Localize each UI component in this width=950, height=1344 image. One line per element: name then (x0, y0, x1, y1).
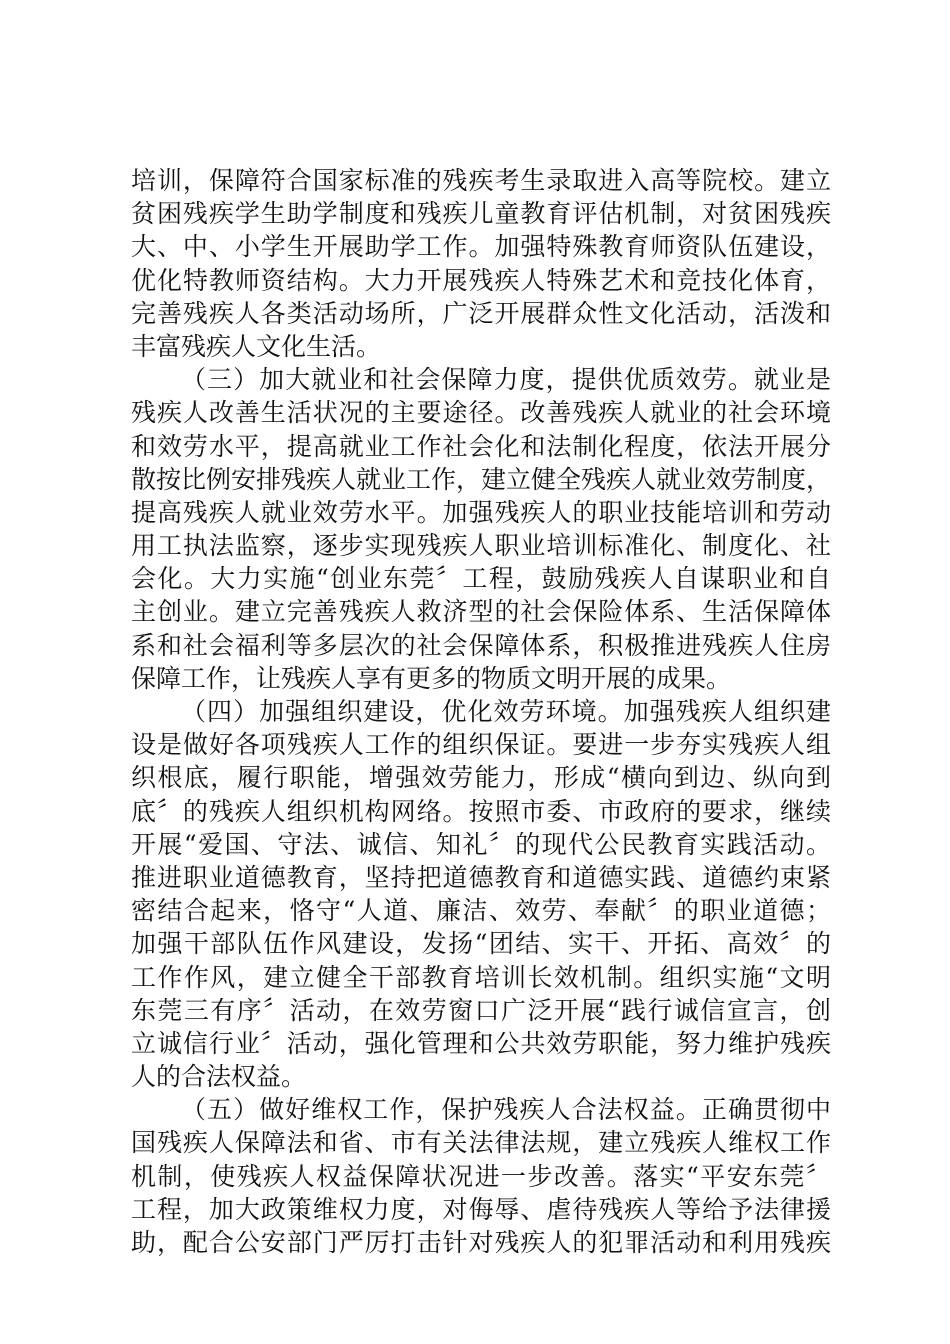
text-line: 国残疾人保障法和省、市有关法律法规，建立残疾人维权工作 (131, 1128, 831, 1158)
text-line: 完善残疾人各类活动场所，广泛开展群众性文化活动，活泼和 (131, 298, 831, 328)
text-line: 用工执法监察，逐步实现残疾人职业培训标准化、制度化、社 (131, 531, 831, 561)
text-line: 密结合起来，恪守“人道、廉洁、效劳、奉献〞的职业道德； (131, 896, 831, 926)
text-line: 东莞三有序〞活动，在效劳窗口广泛开展“践行诚信宣言，创 (131, 995, 831, 1025)
text-line: 织根底，履行职能，增强效劳能力，形成“横向到边、纵向到 (131, 763, 831, 793)
text-line: 贫困残疾学生助学制度和残疾儿童教育评估机制，对贫困残疾 (131, 199, 831, 229)
text-line: 保障工作，让残疾人享有更多的物质文明开展的成果。 (131, 663, 732, 693)
text-line: 机制，使残疾人权益保障状况进一步改善。落实“平安东莞〞 (131, 1161, 831, 1191)
text-line: 丰富残疾人文化生活。 (131, 331, 382, 361)
text-line: 会化。大力实施“创业东莞〞工程，鼓励残疾人自谋职业和自 (131, 564, 831, 594)
text-line: 主创业。建立完善残疾人救济型的社会保险体系、生活保障体 (131, 597, 831, 627)
text-line: 设是做好各项残疾人工作的组织保证。要进一步夯实残疾人组 (131, 730, 831, 760)
text-line: 系和社会福利等多层次的社会保障体系，积极推进残疾人住房 (131, 630, 831, 660)
text-line: 人的合法权益。 (131, 1062, 307, 1092)
text-line: 大、中、小学生开展助学工作。加强特殊教育师资队伍建设， (131, 232, 831, 262)
text-line: 优化特教师资结构。大力开展残疾人特殊艺术和竞技化体育， (131, 265, 831, 295)
section-heading-line: （三）加大就业和社会保障力度，提供优质效劳。就业是 (181, 365, 831, 395)
text-line: 提高残疾人就业效劳水平。加强残疾人的职业技能培训和劳动 (131, 497, 831, 527)
text-line: 培训，保障符合国家标准的残疾考生录取进入高等院校。建立 (131, 166, 831, 195)
text-line: 和效劳水平，提高就业工作社会化和法制化程度，依法开展分 (131, 431, 831, 461)
text-line: 残疾人改善生活状况的主要途径。改善残疾人就业的社会环境 (131, 398, 831, 428)
text-line: 工程，加大政策维权力度，对侮辱、虐待残疾人等给予法律援 (131, 1194, 831, 1224)
section-heading-line: （四）加强组织建设，优化效劳环境。加强残疾人组织建 (181, 697, 831, 726)
section-heading-line: （五）做好维权工作，保护残疾人合法权益。正确贯彻中 (181, 1095, 831, 1125)
text-line: 开展“爱国、守法、诚信、知礼〞的现代公民教育实践活动。 (131, 829, 831, 859)
text-line: 加强干部队伍作风建设，发扬“团结、实干、开拓、高效〞的 (131, 929, 831, 959)
text-line: 助，配合公安部门严厉打击针对残疾人的犯罪活动和利用残疾 (131, 1228, 831, 1257)
text-line: 工作作风，建立健全干部教育培训长效机制。组织实施“文明 (131, 962, 831, 992)
text-line: 底〞的残疾人组织机构网络。按照市委、市政府的要求，继续 (131, 796, 831, 826)
text-line: 立诚信行业〞活动，强化管理和公共效劳职能，努力维护残疾 (131, 1028, 831, 1058)
text-line: 散按比例安排残疾人就业工作，建立健全残疾人就业效劳制度， (131, 464, 832, 494)
body-text (131, 164, 831, 1259)
text-line: 推进职业道德教育，坚持把道德教育和道德实践、道德约束紧 (131, 862, 831, 892)
